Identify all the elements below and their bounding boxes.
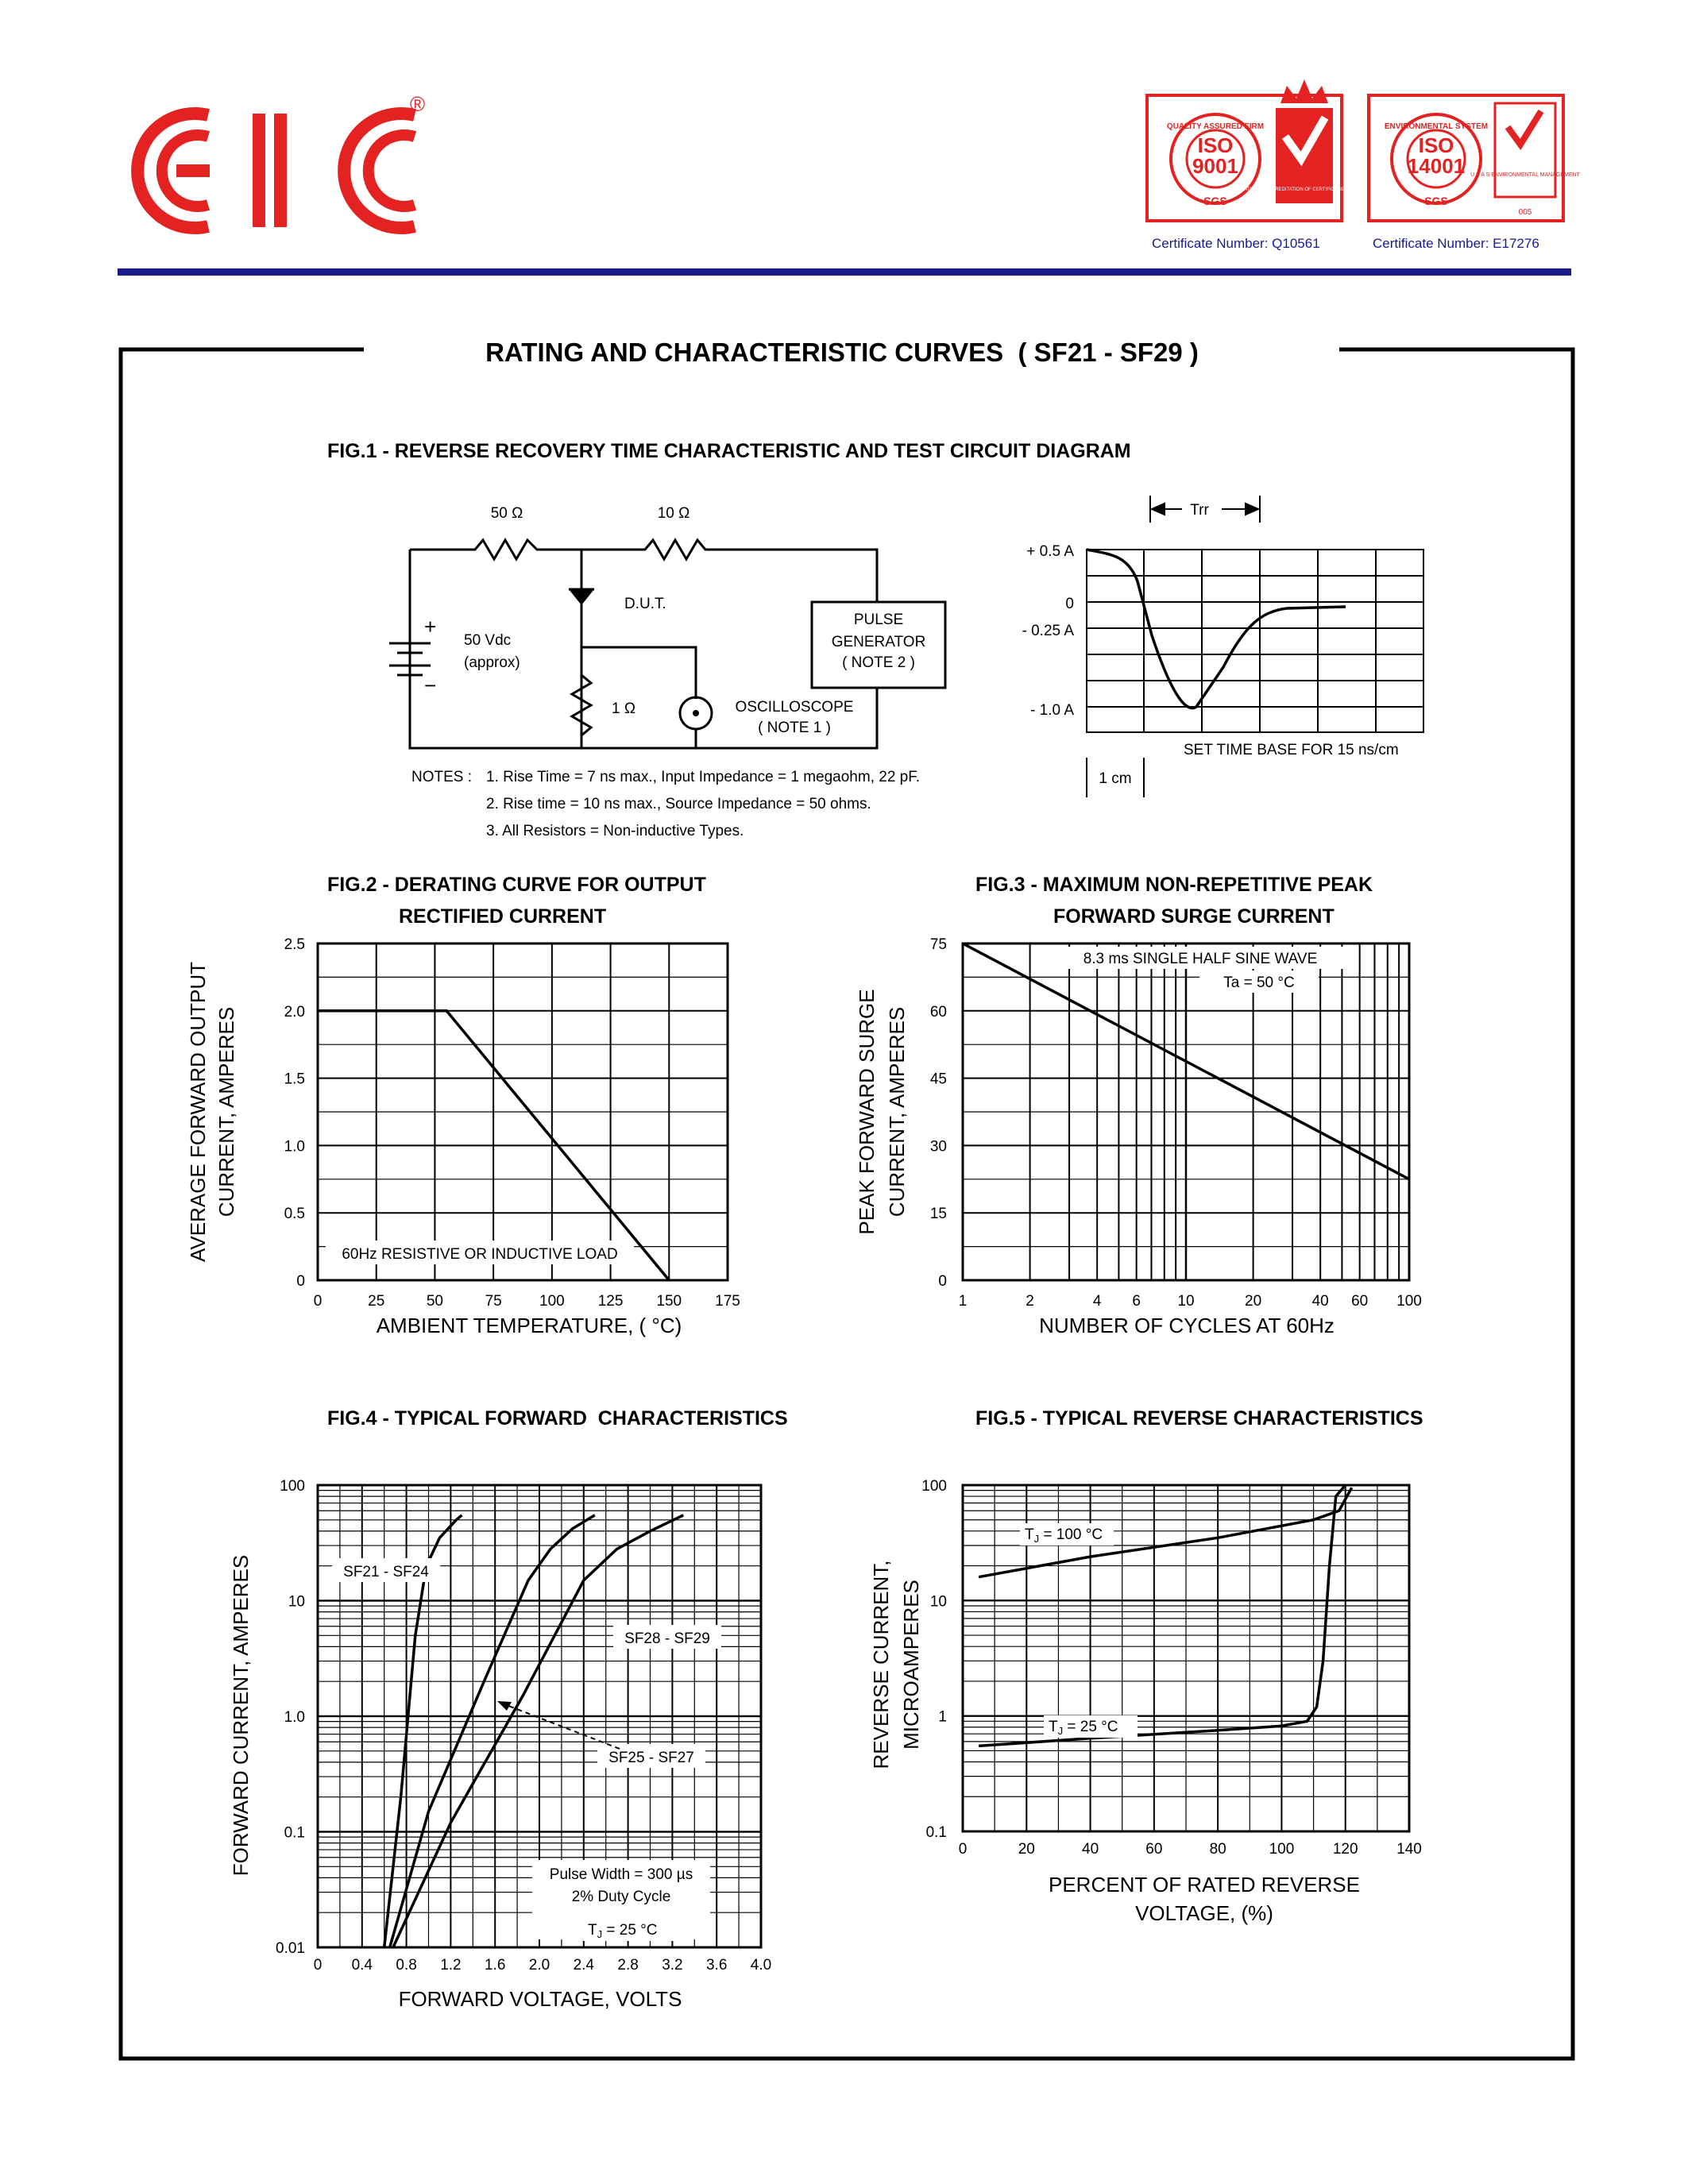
fig5-label-100c: $T_J = 100$ °C [1025,1526,1103,1545]
fig5-label-25c: $T_J = 25$ °C [1049,1719,1118,1737]
fig2-y-tick: 2.0 [284,1003,305,1021]
fig4-note-2: 2% Duty Cycle [571,1889,671,1905]
fig4-y-tick: 1.0 [284,1709,305,1726]
fig3-y-tick: 30 [929,1138,947,1156]
fig5-x-label-2: VOLTAGE, (%) [1135,1901,1273,1925]
fig4-x-tick: 2.4 [573,1957,595,1974]
fig3-x-tick: 4 [1092,1293,1102,1310]
fig4-x-tick: 2.8 [617,1957,639,1974]
fig5-y-tick: 0.1 [925,1824,947,1841]
fig3-x-tick: 2 [1026,1293,1034,1310]
fig2-y-tick: 0 [296,1273,305,1290]
fig4-x-tick: 0.8 [396,1957,417,1974]
fig2-x-tick: 125 [597,1293,624,1310]
fig5-x-tick: 80 [1209,1841,1226,1858]
fig2-title-1: FIG.2 - DERATING CURVE FOR OUTPUT [327,874,706,896]
note-1: 1. Rise Time = 7 ns max., Input Impedance = 1 megaohm, 22 pF. [486,769,921,785]
fig2-x-tick: 150 [656,1293,682,1310]
iso9001-certificate-number: Certificate Number: Q10561 [1152,236,1320,251]
fig2-x-tick: 25 [368,1293,385,1310]
fig5-y-label-2: MICROAMPERES [899,1580,923,1750]
fig3-y-label-1: PEAK FORWARD SURGE [855,989,879,1235]
fig4-note-3: $T_J = 25$ °C [588,1922,658,1940]
iso9001-body: NATIONAL ACCREDITATION OF CERTIFICATION BODIES [1240,187,1369,192]
fig4-x-label: FORWARD VOLTAGE, VOLTS [398,1987,682,2011]
fig3-x-tick: 10 [1177,1293,1195,1310]
dut-label: D.U.T. [624,596,666,612]
fig2-x-tick: 75 [485,1293,502,1310]
osc-label-1: OSCILLOSCOPE [735,699,854,716]
fig3-y-label-2: CURRENT, AMPERES [885,1006,909,1217]
fig4-x-tick: 0.4 [351,1957,373,1974]
iso14001-standard: ISO [1418,133,1454,157]
battery-plus: + [424,615,437,639]
iso14001-number: 14001 [1407,154,1466,178]
notes-label: NOTES : [411,769,473,785]
eic-logo [137,92,425,228]
pulse-label-2: GENERATOR [831,634,926,650]
iso14001-body: U K A S ENVIRONMENTAL MANAGEMENT [1470,172,1580,178]
fig2-y-label-2: CURRENT, AMPERES [214,1006,238,1217]
fig4-y-tick: 0.1 [284,1824,305,1842]
fig2-title-2: RECTIFIED CURRENT [399,905,607,928]
fig3-annotation-1: 8.3 ms SINGLE HALF SINE WAVE [1083,951,1318,967]
fig5-x-label-1: PERCENT OF RATED REVERSE [1049,1873,1360,1897]
fig4-x-tick: 1.2 [440,1957,462,1974]
forward-characteristics-chart [229,1478,771,2011]
fig4-label-sf28-sf29: SF28 - SF29 [624,1630,710,1647]
cm-label: 1 cm [1099,770,1132,787]
fig4-x-tick: 2.0 [528,1957,550,1974]
timebase-label: SET TIME BASE FOR 15 ns/cm [1184,742,1399,758]
fig3-x-tick: 1 [958,1293,968,1310]
fig2-y-tick: 1.5 [284,1071,305,1088]
fig3-x-tick: 6 [1132,1293,1141,1310]
fig5-x-tick: 40 [1082,1841,1099,1858]
fig5-x-tick: 0 [958,1841,968,1858]
fig3-y-tick: 15 [929,1206,947,1223]
fig4-note-1: Pulse Width = 300 µs [549,1866,693,1883]
fig2-x-tick: 0 [313,1293,323,1310]
iso9001-number: 9001 [1192,154,1238,178]
battery-label-1: 50 Vdc [464,632,512,649]
fig4-title: FIG.4 - TYPICAL FORWARD CHARACTERISTICS [327,1407,788,1430]
fig3-title-2: FORWARD SURGE CURRENT [1053,905,1335,928]
fig4-x-tick: 0 [313,1957,323,1974]
derating-curve-chart [186,936,740,1337]
fig5-y-label-1: REVERSE CURRENT, [869,1560,893,1769]
iso9001-ring-text: QUALITY ASSURED FIRM [1166,122,1265,131]
checkmark-icon [1508,111,1541,145]
fig5-title: FIG.5 - TYPICAL REVERSE CHARACTERISTICS [975,1407,1423,1430]
fig4-x-tick: 3.2 [662,1957,683,1974]
fig5-x-tick: 60 [1145,1841,1163,1858]
fig5-x-tick: 140 [1396,1841,1422,1858]
pulse-label-1: PULSE [853,612,904,628]
fig3-y-tick: 75 [929,936,947,953]
trr-label: Trr [1190,502,1209,519]
battery-minus: − [424,673,437,697]
fig5-x-tick: 100 [1269,1841,1295,1858]
waveform-y-label-1: + 0.5 A [1026,543,1074,560]
iso9001-certificate-badge [1147,79,1368,251]
fig2-y-tick: 1.0 [284,1138,305,1156]
iso14001-ring-text: ENVIRONMENTAL SYSTEM [1384,122,1489,131]
fig3-x-label: NUMBER OF CYCLES AT 60Hz [1039,1314,1335,1337]
waveform-y-label-4: - 1.0 A [1030,702,1074,719]
fig2-x-tick: 100 [539,1293,565,1310]
osc-label-2: ( NOTE 1 ) [758,720,831,736]
fig4-y-tick: 10 [288,1593,305,1611]
fig4-label-sf25-sf27: SF25 - SF27 [608,1750,694,1766]
fig5-x-tick: 120 [1332,1841,1358,1858]
pulse-label-3: ( NOTE 2 ) [842,654,915,671]
fig3-annotation-2: Ta = 50 °C [1223,974,1295,991]
r3-label: 1 Ω [612,700,636,717]
waveform-y-label-3: - 0.25 A [1022,623,1074,639]
surge-current-chart [855,936,1422,1337]
fig2-x-label: AMBIENT TEMPERATURE, ( °C) [376,1314,682,1337]
fig2-x-tick: 50 [426,1293,443,1310]
reverse-characteristics-chart [869,1478,1422,1925]
fig4-y-tick: 100 [280,1478,305,1495]
fig3-x-tick: 20 [1245,1293,1262,1310]
fig2-y-tick: 2.5 [284,936,305,953]
diode-symbol [569,589,594,605]
fig4-y-tick: 0.01 [276,1940,305,1957]
fig2-annotation: 60Hz RESISTIVE OR INDUCTIVE LOAD [342,1246,618,1263]
r2-label: 10 Ω [657,505,690,522]
header-rule [118,268,1571,276]
fig4-y-label: FORWARD CURRENT, AMPERES [229,1554,253,1877]
fig1-title: FIG.1 - REVERSE RECOVERY TIME CHARACTERISTIC AND TEST CIRCUIT DIAGRAM [327,440,1131,462]
fig4-x-tick: 1.6 [484,1957,506,1974]
fig2-y-tick: 0.5 [284,1206,305,1223]
page-title: RATING AND CHARACTERISTIC CURVES ( SF21 - SF29 ) [485,338,1199,367]
fig2-x-tick: 175 [715,1293,740,1310]
fig3-x-tick: 40 [1311,1293,1329,1310]
fig4-x-tick: 4.0 [750,1957,772,1974]
fig5-y-tick: 1 [938,1708,947,1726]
note-3: 3. All Resistors = Non-inductive Types. [486,823,744,839]
fig4-x-tick: 3.6 [705,1957,728,1974]
note-2: 2. Rise time = 10 ns max., Source Impedance = 50 ohms. [486,796,871,812]
crown-icon [1280,79,1328,103]
fig5-y-tick: 10 [929,1593,947,1611]
iso14001-certificate-number: Certificate Number: E17276 [1373,236,1539,251]
fig5-y-tick: 100 [921,1478,947,1495]
fig3-y-tick: 60 [929,1003,947,1021]
fig5-x-tick: 20 [1018,1841,1035,1858]
iso14001-sgs: SGS [1424,195,1448,207]
r1-label: 50 Ω [490,505,523,522]
oscilloscope-dot [693,710,699,716]
battery-label-2: (approx) [464,654,520,671]
fig4-label-sf21-sf24: SF21 - SF24 [343,1564,429,1580]
fig3-y-tick: 45 [929,1071,947,1088]
iso14001-certificate-badge [1369,95,1581,251]
fig3-title-1: FIG.3 - MAXIMUM NON-REPETITIVE PEAK [975,874,1373,896]
content-frame [121,349,1573,2059]
fig3-x-tick: 60 [1351,1293,1369,1310]
fig3-y-tick: 0 [938,1273,947,1290]
iso9001-standard: ISO [1197,133,1234,157]
fig2-y-label-1: AVERAGE FORWARD OUTPUT [186,962,210,1262]
fig3-x-tick: 100 [1396,1293,1422,1310]
iso9001-sgs: SGS [1203,195,1227,207]
waveform-y-label-2: 0 [1065,596,1074,612]
registered-mark: ® [410,92,426,116]
iso14001-code: 005 [1518,208,1532,217]
